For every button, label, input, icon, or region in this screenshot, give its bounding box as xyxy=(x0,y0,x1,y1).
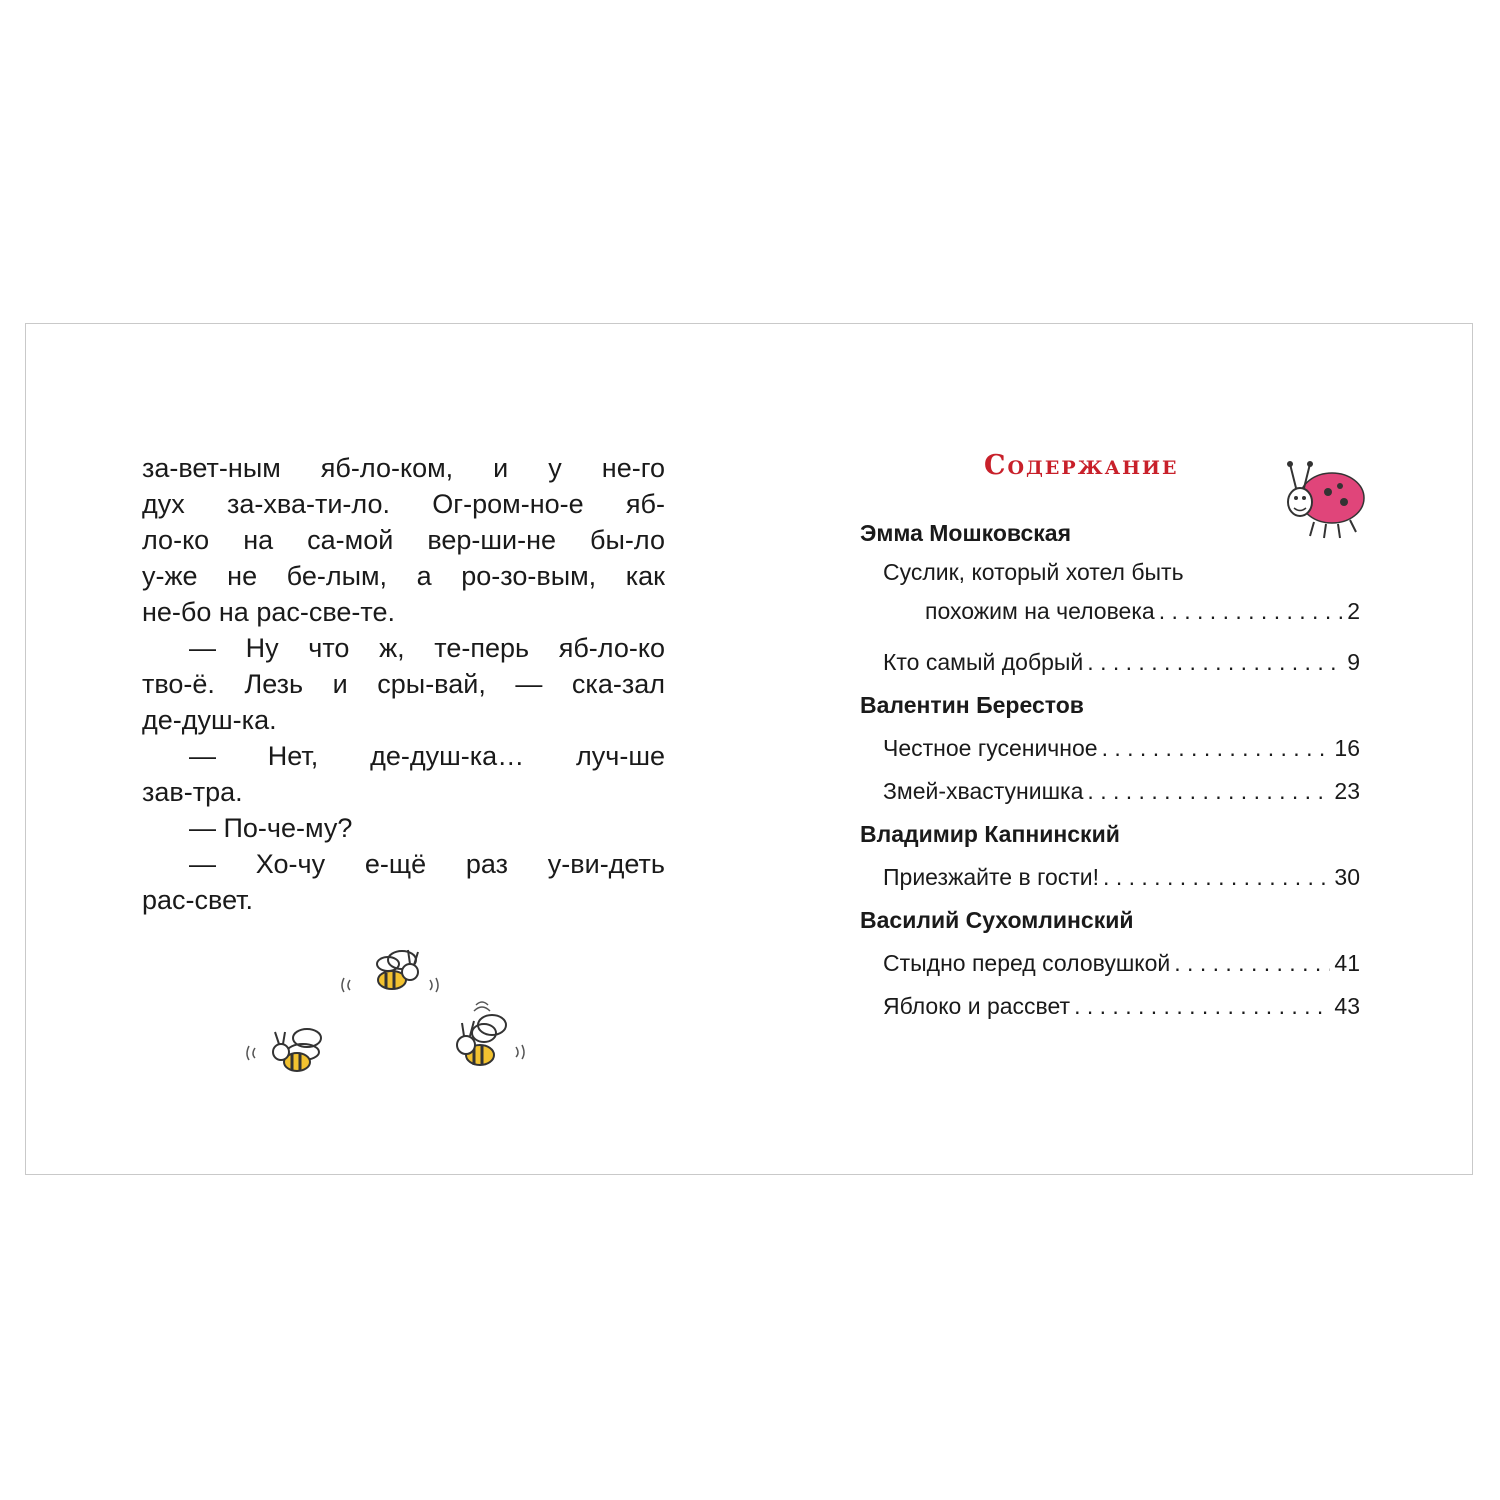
toc-entry-title: Честное гусеничное xyxy=(883,735,1098,761)
toc-title: Содержание xyxy=(984,450,1179,481)
toc-leader-dots xyxy=(1159,592,1344,630)
toc-page-number: 2 xyxy=(1347,598,1360,624)
toc-entry[interactable] xyxy=(860,858,1360,901)
bee-icon xyxy=(457,1002,524,1065)
toc-entry-title: Кто самый добрый xyxy=(883,649,1084,675)
toc-page-number: 9 xyxy=(1347,649,1360,675)
toc-leader-dots xyxy=(1087,772,1330,810)
toc-entry[interactable] xyxy=(860,557,1360,643)
toc-leader-dots xyxy=(1103,858,1330,896)
toc-leader-dots xyxy=(1102,729,1331,767)
story-line: тво-ё. Лезь и сры-вай, — ска-зал xyxy=(142,669,665,699)
story-line: не-бо на рас-све-те. xyxy=(142,597,395,627)
bee-icon xyxy=(247,1029,321,1071)
story-line: рас-свет. xyxy=(142,885,254,915)
bee-icon xyxy=(342,950,438,992)
toc-author: Василий Сухомлинский xyxy=(860,907,1134,933)
toc-author: Валентин Берестов xyxy=(860,692,1084,718)
toc-page-number: 23 xyxy=(1334,778,1360,804)
story-line: — По-че-му? xyxy=(189,813,353,843)
story-line: ло-ко на са-мой вер-ши-не бы-ло xyxy=(142,525,665,555)
toc-entry-title: Яблоко и рассвет xyxy=(883,993,1071,1019)
toc-entry[interactable] xyxy=(860,643,1360,686)
story-line: за-вет-ным яб-ло-ком, и у не-го xyxy=(142,453,665,483)
story-line: — Нет, де-душ-ка… луч-ше xyxy=(189,741,665,771)
toc-page-number: 41 xyxy=(1334,950,1360,976)
toc-page-number: 43 xyxy=(1334,993,1360,1019)
story-line: — Хо-чу е-щё раз у-ви-деть xyxy=(189,849,665,879)
toc-author: Владимир Капнинский xyxy=(860,821,1120,847)
toc-entry[interactable] xyxy=(860,772,1360,815)
story-line: зав-тра. xyxy=(142,777,243,807)
toc-author: Эмма Мошковская xyxy=(860,520,1071,546)
bees-illustration xyxy=(240,935,550,1095)
story-line: у-же не бе-лым, а ро-зо-вым, как xyxy=(142,561,665,591)
toc-entry-title: Приезжайте в гости! xyxy=(883,864,1100,890)
table-of-contents xyxy=(860,514,1360,1030)
story-line: дух за-хва-ти-ло. Ог-ром-но-е яб- xyxy=(142,489,665,519)
toc-entry-title: Суслик, который хотел быть xyxy=(883,559,1184,585)
toc-entry[interactable] xyxy=(860,729,1360,772)
toc-entry[interactable] xyxy=(860,944,1360,987)
toc-entry-title: Змей-хвастунишка xyxy=(883,778,1084,804)
toc-leader-dots xyxy=(1074,987,1330,1025)
toc-page-number: 16 xyxy=(1334,735,1360,761)
toc-leader-dots xyxy=(1174,944,1330,982)
story-text xyxy=(142,450,665,918)
toc-entry[interactable] xyxy=(860,987,1360,1030)
story-line: — Ну что ж, те-перь яб-ло-ко xyxy=(189,633,665,663)
toc-leader-dots xyxy=(1087,643,1343,681)
story-line: де-душ-ка. xyxy=(142,705,277,735)
toc-entry-title: Стыдно перед соловушкой xyxy=(883,950,1171,976)
toc-page-number: 30 xyxy=(1334,864,1360,890)
toc-entry-title: похожим на человека xyxy=(925,598,1155,624)
